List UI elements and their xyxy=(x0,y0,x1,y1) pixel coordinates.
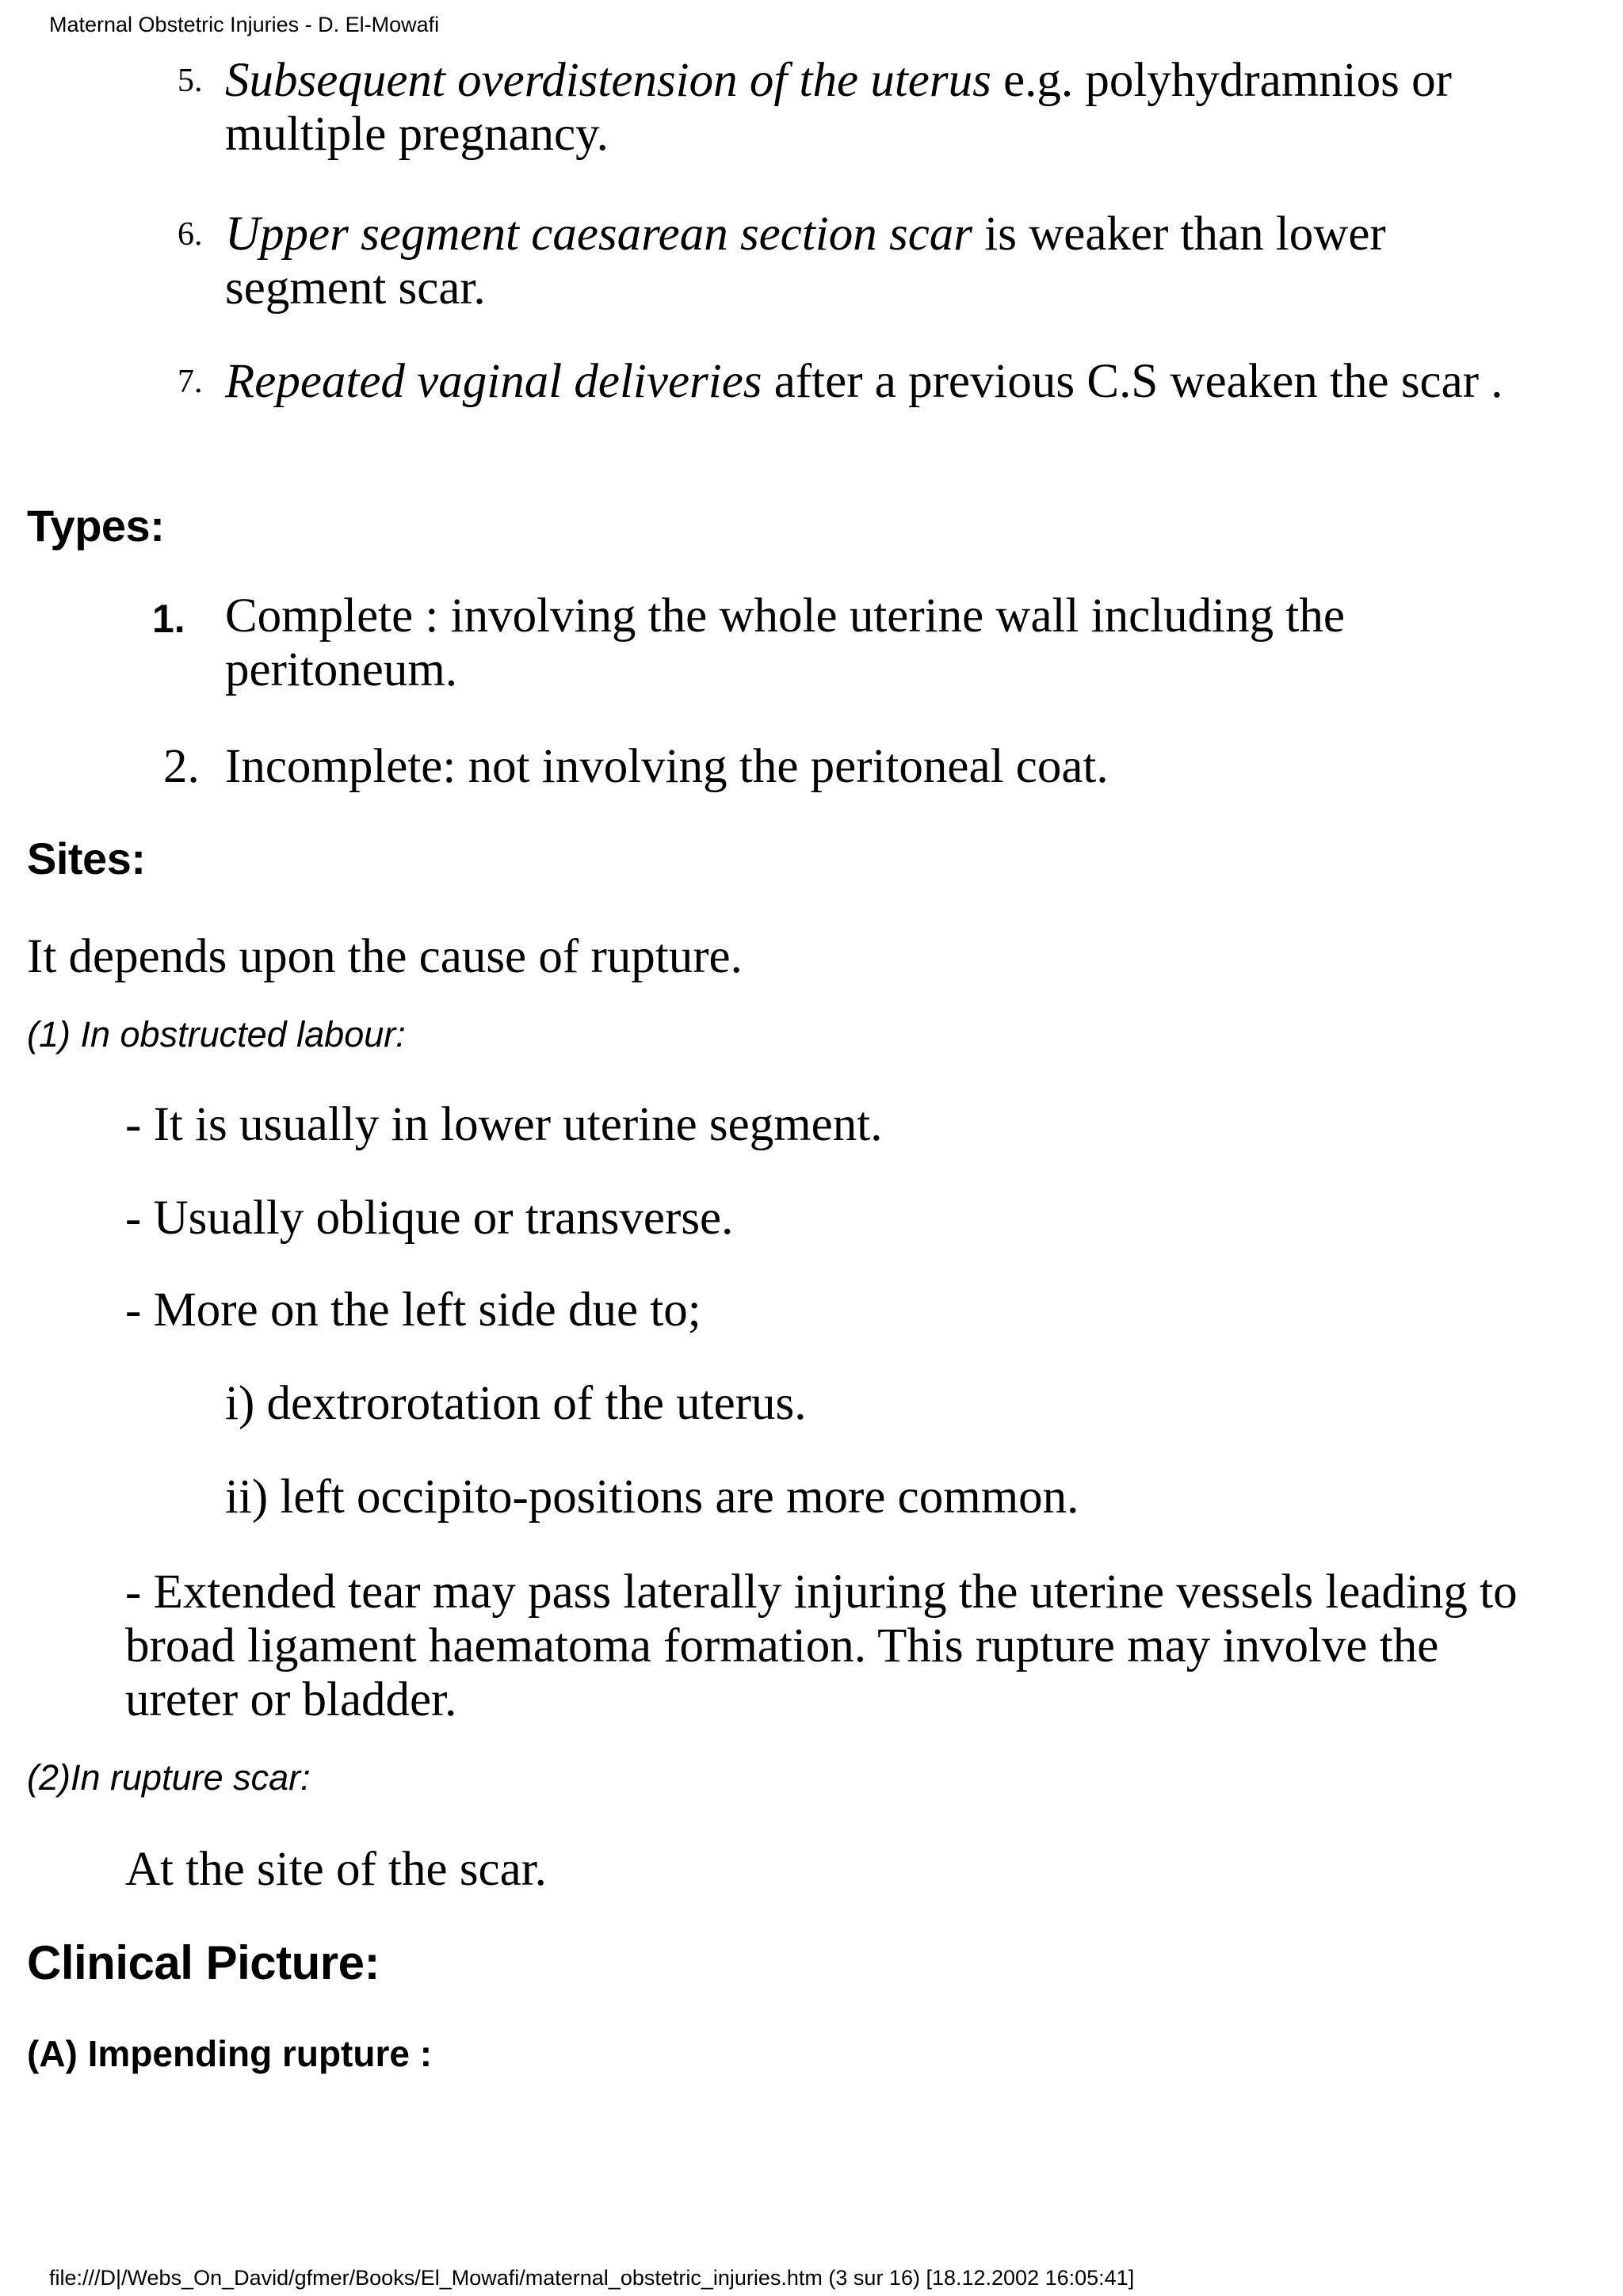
list-number: 7. xyxy=(178,364,203,400)
list-item-text: is weaker than lower segment scar. xyxy=(225,208,1386,315)
list-item: Incomplete: not involving the peritoneal coat. xyxy=(225,740,1109,793)
list-item xyxy=(225,54,1525,162)
reason-line: i) dextrorotation of the uterus. xyxy=(225,1377,807,1430)
list-item-text: e.g. polyhydramnios or multiple pregnancy. xyxy=(225,54,1452,161)
reason-line: ii) left occipito-positions are more common. xyxy=(225,1470,1079,1524)
types-heading: Types: xyxy=(27,501,165,551)
extended-tear-paragraph: - Extended tear may pass laterally injuring the uterine vessels leading to broad ligament haematoma formation. This rupture may involve the ureter or bladder. xyxy=(125,1566,1518,1726)
list-number: 6. xyxy=(178,216,203,253)
page-footer: file:///D|/Webs_On_David/gfmer/Books/El_Mowafi/maternal_obstetric_injuries.htm (3 sur 16) [18.12.2002 16:05:41] xyxy=(49,2266,1135,2290)
scar-text: At the site of the scar. xyxy=(125,1843,547,1896)
list-item xyxy=(225,355,1525,409)
list-item-emphasis: Subsequent overdistension of the uterus xyxy=(225,54,991,107)
obstructed-line: - More on the left side due to; xyxy=(125,1283,701,1337)
sites-intro: It depends upon the cause of rupture. xyxy=(27,930,743,983)
list-item xyxy=(225,208,1525,315)
clinical-heading: Clinical Picture: xyxy=(27,1936,380,1989)
obstructed-line: - It is usually in lower uterine segment. xyxy=(125,1098,883,1151)
sites-heading: Sites: xyxy=(27,833,146,883)
scar-label: (2)In rupture scar: xyxy=(27,1757,311,1798)
obstructed-label: (1) In obstructed labour: xyxy=(27,1014,406,1055)
list-item-emphasis: Repeated vaginal deliveries xyxy=(225,355,762,408)
list-item-emphasis: Upper segment caesarean section scar xyxy=(225,208,973,261)
list-number: 2. xyxy=(163,740,200,793)
list-item: Complete : involving the whole uterine wall including the peritoneum. xyxy=(225,589,1345,696)
impending-rupture-subheading: (A) Impending rupture : xyxy=(27,2033,433,2074)
list-item-text: after a previous C.S weaken the scar . xyxy=(762,355,1503,408)
obstructed-line: - Usually oblique or transverse. xyxy=(125,1192,734,1245)
page-header: Maternal Obstetric Injuries - D. El-Mowafi xyxy=(49,13,440,36)
list-number: 1. xyxy=(152,597,185,641)
list-number: 5. xyxy=(178,63,203,99)
